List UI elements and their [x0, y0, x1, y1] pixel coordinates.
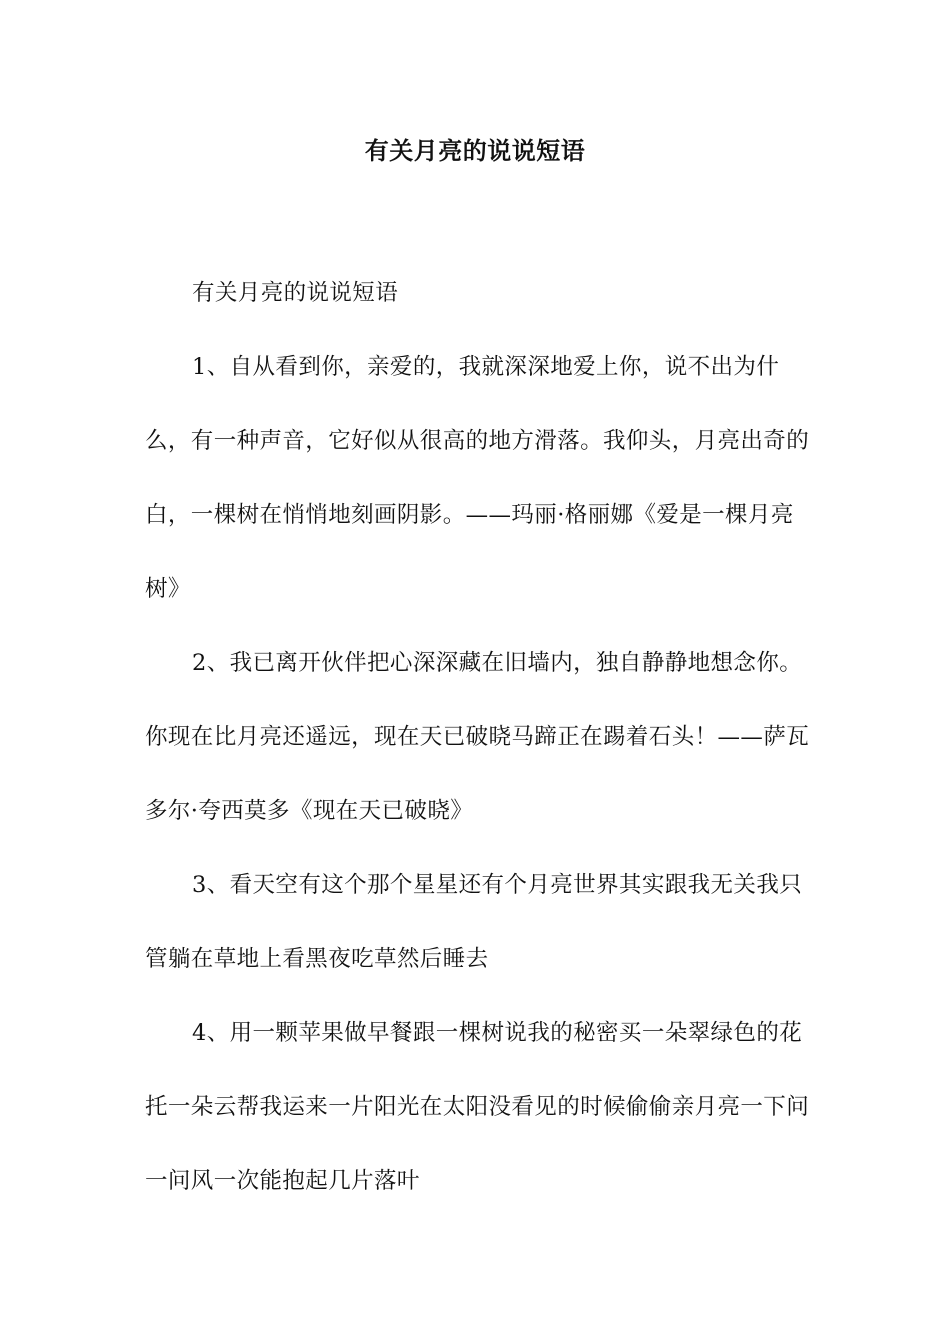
paragraph-item-2: 2、我已离开伙伴把心深深藏在旧墙内，独自静静地想念你。你现在比月亮还遥远，现在天已破晓马蹄正在踢着石头！——萨瓦多尔·夸西莫多《现在天已破晓》 — [145, 650, 810, 824]
paragraph-item-3: 3、看天空有这个那个星星还有个月亮世界其实跟我无关我只管躺在草地上看黑夜吃草然后睡去 — [145, 872, 803, 972]
document-body — [145, 256, 813, 1218]
paragraph-item-1: 1、自从看到你，亲爱的，我就深深地爱上你，说不出为什么，有一种声音，它好似从很高的地方滑落。我仰头，月亮出奇的白，一棵树在悄悄地刻画阴影。——玛丽·格丽娜《爱是一棵月亮树》 — [145, 354, 810, 602]
paragraph-heading: 有关月亮的说说短语 — [192, 280, 399, 306]
paragraph-item-4: 4、用一颗苹果做早餐跟一棵树说我的秘密买一朵翠绿色的花托一朵云帮我运来一片阳光在太阳没看见的时候偷偷亲月亮一下问一问风一次能抱起几片落叶 — [145, 1020, 810, 1194]
document-title: 有关月亮的说说短语 — [364, 136, 586, 165]
